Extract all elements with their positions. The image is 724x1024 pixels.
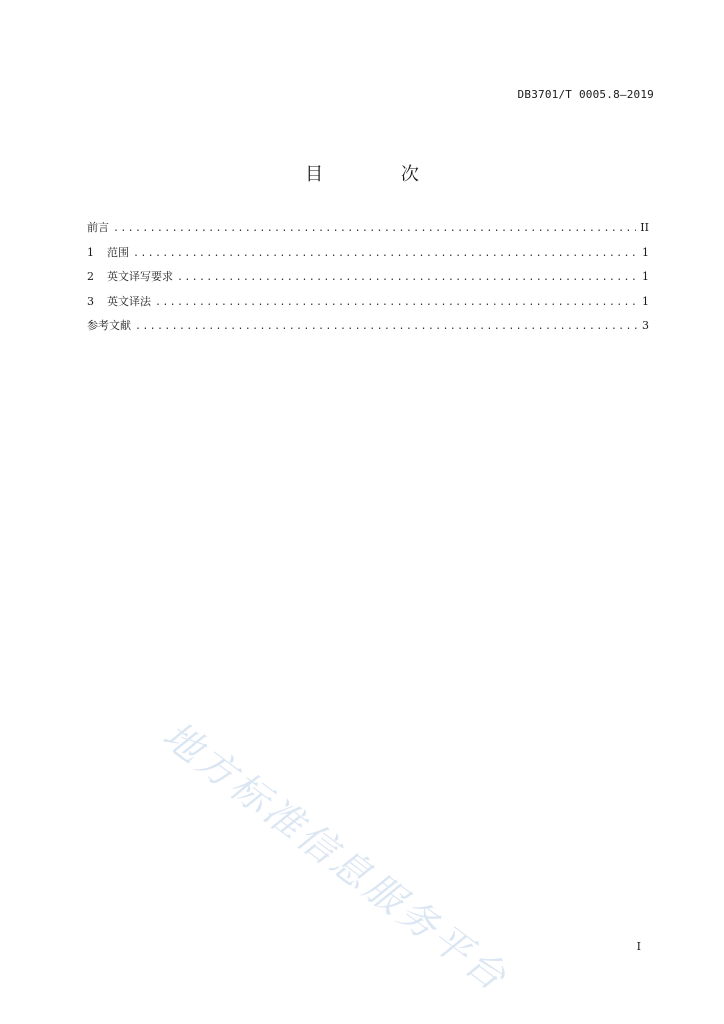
watermark: 地方标准信息服务平台 (154, 712, 517, 1001)
toc-entry-scope[interactable] (87, 244, 649, 269)
toc-entry-translation-requirements[interactable] (87, 268, 649, 293)
toc-entry-label: 英文译法 (107, 294, 151, 308)
toc-leader-dots (135, 318, 637, 336)
page-number: I (636, 940, 641, 953)
toc-entry-number: 2 (87, 270, 94, 283)
toc-entry-number: 1 (87, 245, 94, 259)
toc-leader-dots (133, 245, 637, 263)
toc-leader-dots (113, 220, 636, 238)
toc-entry-page: 1 (642, 294, 649, 308)
toc-entry-label: 范围 (107, 245, 129, 259)
document-id: DB3701/T 0005.8—2019 (517, 88, 654, 101)
toc-entry-page: 1 (642, 270, 649, 283)
toc-entry-page: 3 (642, 319, 649, 332)
toc-list (87, 219, 649, 342)
toc-leader-dots (155, 294, 637, 312)
toc-entry-bibliography[interactable] (87, 317, 649, 342)
toc-entry-label: 英文译写要求 (107, 270, 173, 283)
toc-entry-page: II (640, 221, 649, 234)
toc-title: 目 次 (305, 164, 455, 185)
toc-entry-translation-methods[interactable] (87, 293, 649, 318)
toc-leader-dots (177, 269, 637, 287)
toc-entry-label: 参考文献 (87, 319, 131, 332)
toc-entry-foreword[interactable] (87, 219, 649, 244)
toc-entry-number: 3 (87, 294, 94, 308)
toc-entry-label: 前言 (87, 221, 109, 234)
toc-entry-page: 1 (642, 245, 649, 259)
